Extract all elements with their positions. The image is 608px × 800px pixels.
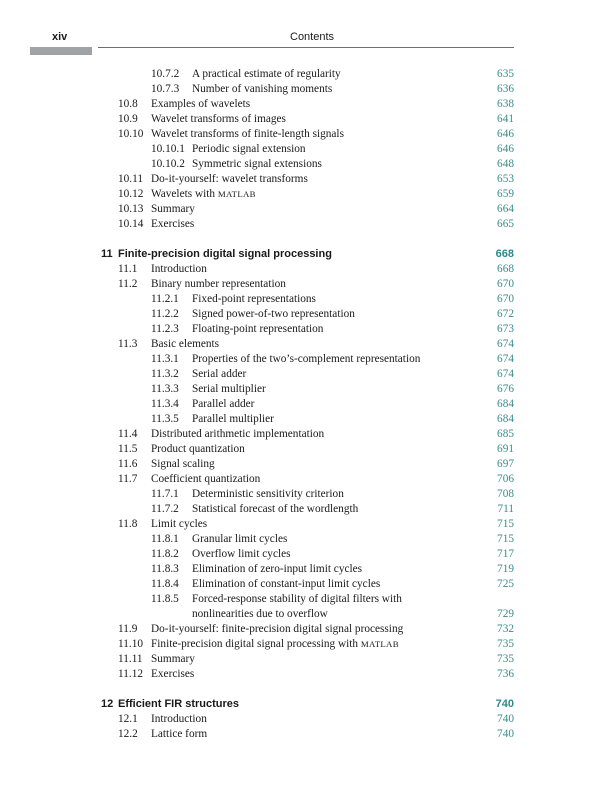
toc-entry-title: Introduction xyxy=(151,713,207,725)
toc-entry[interactable] xyxy=(0,712,608,727)
toc-entry-title: A practical estimate of regularity xyxy=(192,68,341,80)
toc-entry[interactable] xyxy=(0,457,608,472)
toc-entry[interactable] xyxy=(0,112,608,127)
toc-entry-page: 740 xyxy=(495,698,514,710)
toc-entry-page: 691 xyxy=(497,443,514,455)
toc-entry-page: 735 xyxy=(497,653,514,665)
toc-entry-number: 12.2 xyxy=(118,728,138,740)
toc-entry-number: 11.3.2 xyxy=(151,368,179,380)
toc-entry-title: Number of vanishing moments xyxy=(192,83,333,95)
toc-entry-page: 670 xyxy=(497,278,514,290)
toc-entry[interactable] xyxy=(0,532,608,547)
toc-entry-page: 740 xyxy=(497,728,514,740)
toc-entry-page: 740 xyxy=(497,713,514,725)
toc-entry[interactable] xyxy=(0,127,608,142)
toc-entry-number: 11.7.1 xyxy=(151,488,179,500)
toc-entry-title: Binary number representation xyxy=(151,278,286,290)
toc-entry[interactable] xyxy=(0,67,608,82)
toc-entry-title: Distributed arithmetic implementation xyxy=(151,428,325,440)
toc-entry-title: Granular limit cycles xyxy=(192,533,288,545)
toc-entry-page: 673 xyxy=(497,323,514,335)
toc-entry-number: 11.9 xyxy=(118,623,138,635)
toc-entry[interactable] xyxy=(0,262,608,277)
toc-entry-page: 648 xyxy=(497,158,514,170)
toc-entry-title: Examples of wavelets xyxy=(151,98,251,110)
toc-entry-title: Wavelet transforms of images xyxy=(151,113,286,125)
small-caps-text: MATLAB xyxy=(217,189,256,199)
toc-entry-title: nonlinearities due to overflow xyxy=(192,608,328,620)
toc-entry[interactable] xyxy=(0,367,608,382)
toc-entry[interactable] xyxy=(0,187,608,202)
toc-entry-title: Lattice form xyxy=(151,728,208,740)
toc-entry[interactable] xyxy=(0,322,608,337)
toc-entry-title: Do-it-yourself: finite-precision digital signal processing xyxy=(151,623,404,635)
toc-entry-title: Periodic signal extension xyxy=(192,143,306,155)
toc-entry-title: Signed power-of-two representation xyxy=(192,308,355,320)
toc-entry-number: 11.8.3 xyxy=(151,563,179,575)
toc-entry-page: 676 xyxy=(497,383,514,395)
running-title: Contents xyxy=(290,31,335,43)
toc-entry-number: 10.7.2 xyxy=(151,68,180,80)
toc-entry[interactable] xyxy=(0,562,608,577)
toc-entry[interactable] xyxy=(0,97,608,112)
toc-entry-page: 670 xyxy=(497,293,514,305)
toc-entry-title: Elimination of zero-input limit cycles xyxy=(192,563,363,575)
toc-entry-number: 11.8.4 xyxy=(151,578,179,590)
toc-entry[interactable] xyxy=(0,277,608,292)
toc-entry-number: 11.2.1 xyxy=(151,293,179,305)
toc-entry[interactable] xyxy=(0,382,608,397)
toc-entry-page: 641 xyxy=(497,113,514,125)
toc-entry-page: 668 xyxy=(497,263,514,275)
toc-entry-title: Deterministic sensitivity criterion xyxy=(192,488,344,500)
toc-entry-number: 11.2.3 xyxy=(151,323,179,335)
toc-entry[interactable] xyxy=(0,622,608,637)
toc-entry-number: 11 xyxy=(101,248,113,260)
toc-entry-page: 736 xyxy=(497,668,514,680)
toc-entry-title: Finite-precision digital signal processing with MATLAB xyxy=(151,638,399,650)
toc-entry-page: 706 xyxy=(497,473,514,485)
toc-entry[interactable] xyxy=(0,352,608,367)
page-number: xiv xyxy=(52,31,68,43)
toc-chapter[interactable] xyxy=(0,247,608,262)
toc-entry-page: 684 xyxy=(497,413,514,425)
toc-entry-number: 11.8.5 xyxy=(151,593,179,605)
toc-entry-title: Serial multiplier xyxy=(192,383,266,395)
toc-entry-number: 11.8.2 xyxy=(151,548,179,560)
toc-entry-title: Elimination of constant-input limit cycles xyxy=(192,578,381,590)
toc-entry-title: Signal scaling xyxy=(151,458,215,470)
toc-entry-number: 11.12 xyxy=(118,668,143,680)
toc-entry-page: 659 xyxy=(497,188,514,200)
table-of-contents xyxy=(0,67,608,742)
toc-entry[interactable] xyxy=(0,472,608,487)
header-bar xyxy=(30,47,92,55)
toc-entry-title: Parallel multiplier xyxy=(192,413,274,425)
toc-entry-title: Efficient FIR structures xyxy=(118,698,240,710)
toc-entry-number: 11.3.3 xyxy=(151,383,179,395)
toc-entry[interactable] xyxy=(0,547,608,562)
toc-entry-number: 11.7 xyxy=(118,473,138,485)
toc-entry-number: 11.8.1 xyxy=(151,533,179,545)
toc-entry-page: 674 xyxy=(497,338,514,350)
toc-entry-title: Coefficient quantization xyxy=(151,473,261,485)
toc-entry-page: 684 xyxy=(497,398,514,410)
toc-entry-number: 12.1 xyxy=(118,713,138,725)
toc-entry-number: 10.14 xyxy=(118,218,144,230)
toc-entry[interactable] xyxy=(0,172,608,187)
toc-entry-page: 711 xyxy=(497,503,514,515)
toc-entry-title: Overflow limit cycles xyxy=(192,548,291,560)
toc-entry-page: 674 xyxy=(497,353,514,365)
toc-entry-page: 636 xyxy=(497,83,514,95)
toc-entry-page: 672 xyxy=(497,308,514,320)
toc-entry-number: 12 xyxy=(101,698,114,710)
toc-entry-title: Product quantization xyxy=(151,443,245,455)
toc-entry-number: 11.10 xyxy=(118,638,143,650)
toc-entry[interactable] xyxy=(0,727,608,742)
toc-entry-title: Do-it-yourself: wavelet transforms xyxy=(151,173,308,185)
toc-entry-page: 697 xyxy=(497,458,514,470)
toc-entry-page: 735 xyxy=(497,638,514,650)
toc-entry-page: 719 xyxy=(497,563,514,575)
toc-entry-number: 11.2.2 xyxy=(151,308,179,320)
toc-entry-page: 638 xyxy=(497,98,514,110)
toc-entry-page: 668 xyxy=(495,248,514,260)
toc-entry-number: 11.7.2 xyxy=(151,503,179,515)
toc-entry-number: 10.10 xyxy=(118,128,144,140)
toc-entry-title: Serial adder xyxy=(192,368,247,380)
toc-entry[interactable] xyxy=(0,157,608,172)
toc-entry-number: 11.3.5 xyxy=(151,413,179,425)
toc-entry-number: 10.13 xyxy=(118,203,144,215)
toc-entry-number: 11.3.1 xyxy=(151,353,179,365)
toc-entry-page: 653 xyxy=(497,173,514,185)
toc-entry-title: Floating-point representation xyxy=(192,323,324,335)
toc-entry-number: 10.9 xyxy=(118,113,138,125)
toc-entry-number: 11.11 xyxy=(118,653,143,665)
toc-entry-number: 10.7.3 xyxy=(151,83,180,95)
toc-entry-title: Summary xyxy=(151,653,195,665)
toc-entry-number: 11.4 xyxy=(118,428,138,440)
toc-entry-title: Forced-response stability of digital filters with xyxy=(192,593,402,605)
toc-entry-number: 11.1 xyxy=(118,263,138,275)
toc-entry-number: 11.5 xyxy=(118,443,138,455)
toc-entry[interactable] xyxy=(0,442,608,457)
toc-entry-title: Summary xyxy=(151,203,195,215)
toc-entry-number: 11.2 xyxy=(118,278,138,290)
toc-entry-title: Parallel adder xyxy=(192,398,255,410)
toc-entry[interactable] xyxy=(0,607,608,622)
toc-entry[interactable] xyxy=(0,397,608,412)
toc-entry-title: Exercises xyxy=(151,668,195,680)
toc-entry-title: Exercises xyxy=(151,218,195,230)
toc-entry[interactable] xyxy=(0,307,608,322)
toc-entry-number: 10.8 xyxy=(118,98,138,110)
toc-entry-page: 664 xyxy=(497,203,514,215)
toc-entry[interactable] xyxy=(0,142,608,157)
toc-entry-title: Wavelet transforms of finite-length signals xyxy=(151,128,344,140)
toc-entry-number: 11.8 xyxy=(118,518,138,530)
header-rule xyxy=(98,47,514,48)
toc-entry[interactable] xyxy=(0,652,608,667)
toc-entry-number: 11.3 xyxy=(118,338,138,350)
toc-entry[interactable] xyxy=(0,592,608,607)
toc-entry-page: 708 xyxy=(497,488,514,500)
toc-entry-page: 715 xyxy=(497,518,514,530)
toc-entry-page: 729 xyxy=(497,608,514,620)
toc-entry-page: 674 xyxy=(497,368,514,380)
toc-entry[interactable] xyxy=(0,637,608,652)
toc-entry-page: 732 xyxy=(497,623,514,635)
toc-entry[interactable] xyxy=(0,502,608,517)
toc-entry-page: 635 xyxy=(497,68,514,80)
toc-entry-page: 646 xyxy=(497,143,514,155)
toc-chapter[interactable] xyxy=(0,697,608,712)
toc-entry[interactable] xyxy=(0,667,608,682)
toc-entry-page: 685 xyxy=(497,428,514,440)
toc-entry[interactable] xyxy=(0,202,608,217)
toc-entry[interactable] xyxy=(0,577,608,592)
toc-entry-page: 717 xyxy=(497,548,514,560)
toc-entry-title: Limit cycles xyxy=(151,518,208,530)
toc-entry-number: 10.12 xyxy=(118,188,144,200)
toc-entry-number: 11.6 xyxy=(118,458,138,470)
toc-entry-title: Basic elements xyxy=(151,338,220,350)
toc-entry-title: Introduction xyxy=(151,263,207,275)
toc-entry-page: 715 xyxy=(497,533,514,545)
toc-entry-title: Symmetric signal extensions xyxy=(192,158,322,170)
toc-entry[interactable] xyxy=(0,217,608,232)
toc-entry[interactable] xyxy=(0,82,608,97)
toc-entry[interactable] xyxy=(0,337,608,352)
toc-entry[interactable] xyxy=(0,517,608,532)
toc-entry-title: Wavelets with MATLAB xyxy=(151,188,256,200)
toc-entry-title: Fixed-point representations xyxy=(192,293,316,305)
toc-entry-page: 665 xyxy=(497,218,514,230)
toc-entry-number: 10.11 xyxy=(118,173,143,185)
toc-entry[interactable] xyxy=(0,427,608,442)
toc-entry-number: 11.3.4 xyxy=(151,398,179,410)
toc-entry[interactable] xyxy=(0,412,608,427)
toc-entry-number: 10.10.1 xyxy=(151,143,185,155)
toc-entry-title: Statistical forecast of the wordlength xyxy=(192,503,359,515)
toc-entry-title: Finite-precision digital signal processing xyxy=(118,248,332,260)
toc-entry-page: 646 xyxy=(497,128,514,140)
toc-entry-number: 10.10.2 xyxy=(151,158,185,170)
toc-entry-page: 725 xyxy=(497,578,514,590)
small-caps-text: MATLAB xyxy=(360,639,399,649)
toc-entry[interactable] xyxy=(0,487,608,502)
toc-entry-title: Properties of the two’s-complement representation xyxy=(192,353,421,365)
toc-entry[interactable] xyxy=(0,292,608,307)
